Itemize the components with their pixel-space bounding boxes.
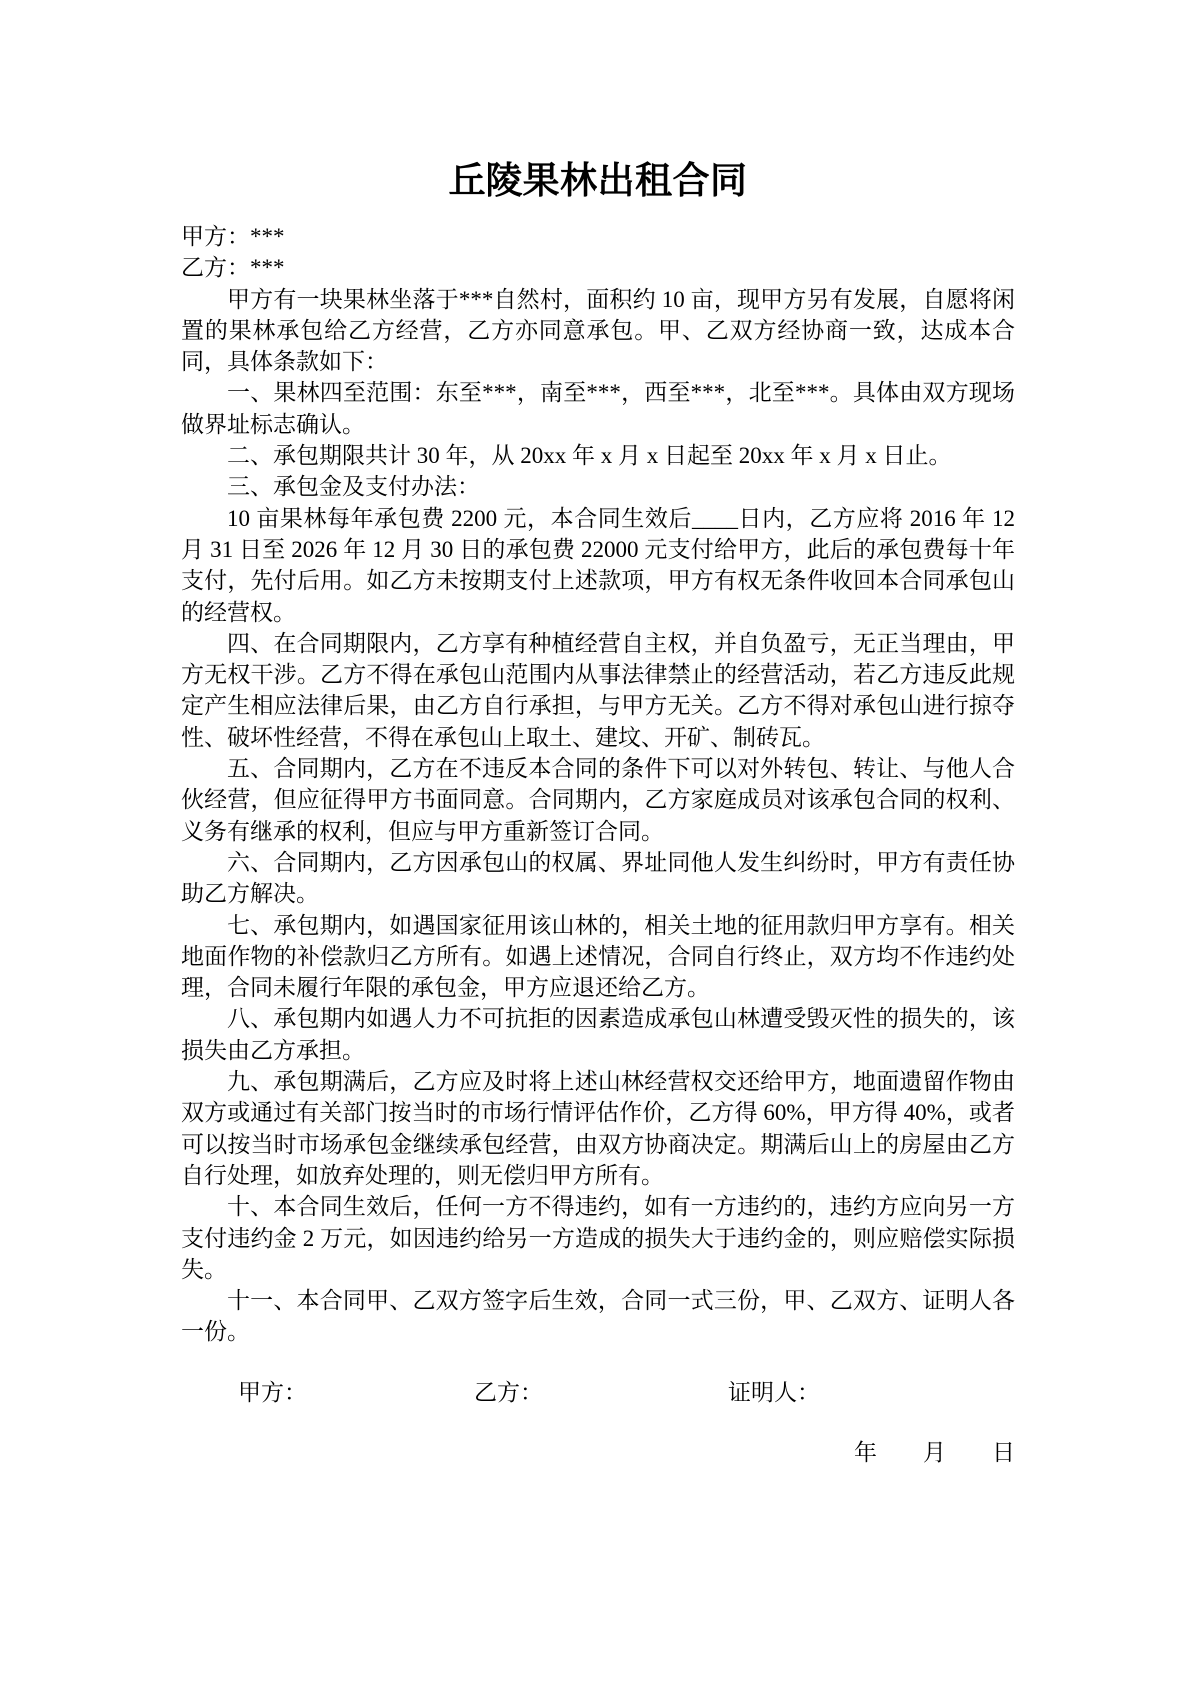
paragraph-intro: 甲方有一块果林坐落于***自然村，面积约 10 亩，现甲方另有发展，自愿将闲置的果林承包给乙方经营，乙方亦同意承包。甲、乙双方经协商一致，达成本合同，具体条款如下： [181,286,1015,375]
page-title-hei-part: 果林出租合同 [522,160,748,201]
paragraph-clause-5: 五、合同期内，乙方在不违反本合同的条件下可以对外转包、转让、与他人合伙经营，但应征得甲方书面同意。合同期内，乙方家庭成员对该承包合同的权利、义务有继承的权利，但应与甲方重新签订合同。 [181,756,1015,844]
paragraph-clause-3-detail: 10 亩果林每年承包费 2200 元，本合同生效后____日内，乙方应将 2016 年 12 月 31 日至 2026 年 12 月 30 日的承包费 22000 元支付给甲方，此后的承包费每十年支付，先付后用。如乙方未按期支付上述款项，甲方有权无条件收回本合同承包山的经营权。 [181,505,1015,625]
signature-party-a-label: 甲方： [238,1379,307,1405]
paragraph-clause-4: 四、在合同期限内，乙方享有种植经营自主权，并自负盈亏，无正当理由，甲方无权干涉。乙方不得在承包山范围内从事法律禁止的经营活动，若乙方违反此规定产生相应法律后果，由乙方自行承担，与甲方无关。乙方不得对承包山进行掠夺性、破坏性经营，不得在承包山上取土、建坟、开矿、制砖瓦。 [181,630,1015,750]
party-b-line: 乙方：*** [181,255,285,281]
party-a-line: 甲方：*** [181,224,285,249]
page-title [181,158,1015,205]
paragraph-clause-7: 七、承包期内，如遇国家征用该山林的，相关土地的征用款归甲方享有。相关地面作物的补偿款归乙方所有。如遇上述情况，合同自行终止，双方均不作违约处理，合同未履行年限的承包金，甲方应退还给乙方。 [181,912,1015,1001]
paragraph-clause-10: 十、本合同生效后，任何一方不得违约，如有一方违约的，违约方应向另一方支付违约金 2 万元，如因违约给另一方造成的损失大于违约金的，则应赔偿实际损失。 [181,1194,1015,1282]
paragraph-clause-6: 六、合同期内，乙方因承包山的权属、界址同他人发生纠纷时，甲方有责任协助乙方解决。 [181,849,1015,907]
paragraph-clause-11: 十一、本合同甲、乙双方签字后生效，合同一式三份，甲、乙双方、证明人各一份。 [181,1288,1015,1345]
paragraph-clause-2: 二、承包期限共计 30 年，从 20xx 年 x 月 x 日起至 20xx 年 x 月 x 日止。 [227,443,952,469]
paragraph-clause-9: 九、承包期满后，乙方应及时将上述山林经营权交还给甲方，地面遗留作物由双方或通过有关部门按当时的市场行情评估作价，乙方得 60%，甲方得 40%，或者可以按当时市场承包金继续承包经营，由双方协商决定。期满后山上的房屋由乙方自行处理，如放弃处理的，则无偿归甲方所有。 [181,1069,1015,1188]
paragraph-clause-8: 八、承包期内如遇人力不可抗拒的因素造成承包山林遭受毁灭性的损失的，该损失由乙方承担。 [181,1006,1015,1063]
paragraph-clause-3: 三、承包金及支付办法： [227,474,480,500]
signature-party-b-label: 乙方： [474,1379,543,1405]
signature-row [181,1374,1015,1405]
page-title-serif-part: 丘陵 [448,161,523,202]
paragraph-clause-1: 一、果林四至范围：东至***，南至***，西至***，北至***。具体由双方现场做界址标志确认。 [181,380,1015,437]
signature-witness-label: 证明人： [728,1379,820,1405]
date-line: 年 月 日 [854,1439,1015,1465]
